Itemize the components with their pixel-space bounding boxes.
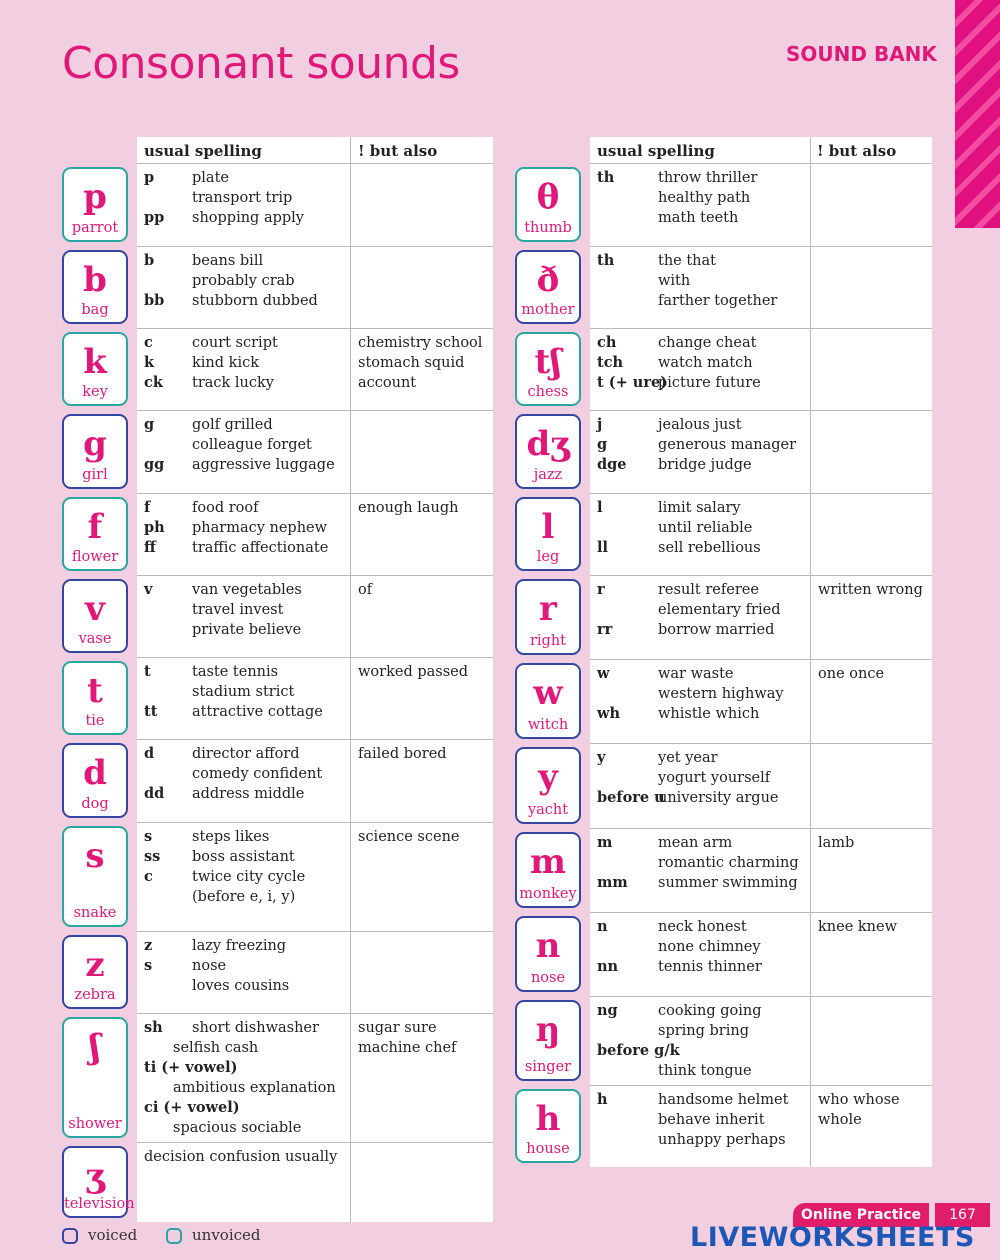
example-words: result referee xyxy=(658,582,759,598)
example-words: bridge judge xyxy=(658,457,752,473)
singer-sound-card xyxy=(515,1000,581,1081)
sound-row-tie xyxy=(137,657,493,740)
monkey-sound-card xyxy=(515,832,581,908)
spelling-pattern: s xyxy=(144,957,153,974)
dog-phoneme-symbol: d xyxy=(83,753,107,793)
television-phoneme-symbol: ʒ xyxy=(85,1156,105,1196)
spelling-pattern: dd xyxy=(144,785,165,802)
sound-row-snake xyxy=(137,822,493,932)
chess-keyword: chess xyxy=(527,384,569,400)
mother-sound-card xyxy=(515,250,581,324)
example-words: spring bring xyxy=(658,1023,749,1039)
spelling-pattern: th xyxy=(597,252,615,269)
example-words: shopping apply xyxy=(192,210,304,226)
page-number: 167 xyxy=(935,1203,990,1227)
spelling-pattern: ff xyxy=(144,539,156,556)
example-words: change cheat xyxy=(658,335,757,351)
spelling-pattern: dge xyxy=(597,456,627,473)
spelling-pattern: f xyxy=(144,499,151,516)
spelling-pattern: j xyxy=(597,416,603,433)
example-words: track lucky xyxy=(192,375,274,391)
example-words: summer swimming xyxy=(658,875,798,891)
witch-keyword: witch xyxy=(527,717,569,733)
example-words: kind kick xyxy=(192,355,259,371)
spelling-pattern: mm xyxy=(597,874,628,891)
example-words: cooking going xyxy=(658,1003,762,1019)
example-words: short dishwasher xyxy=(192,1020,319,1036)
sound-row-singer xyxy=(590,996,932,1086)
nose-keyword: nose xyxy=(530,970,566,986)
right-phoneme-symbol: r xyxy=(539,589,557,629)
television-keyword: television xyxy=(64,1196,135,1212)
spelling-pattern: tch xyxy=(597,354,624,371)
voiced-label: voiced xyxy=(88,1226,138,1244)
spelling-pattern: z xyxy=(144,937,153,954)
television-sound-card xyxy=(62,1146,135,1218)
online-practice-link[interactable]: Online Practice xyxy=(793,1203,929,1227)
mother-phoneme-symbol: ð xyxy=(536,260,560,300)
unvoiced-label: unvoiced xyxy=(192,1226,261,1244)
spelling-pattern: w xyxy=(597,665,610,682)
example-words: stadium strict xyxy=(192,684,295,700)
table-header xyxy=(590,137,932,165)
spelling-pattern: k xyxy=(144,354,155,371)
example-words: beans bill xyxy=(192,253,264,269)
example-words: transport trip xyxy=(192,190,293,206)
yacht-phoneme-symbol: y xyxy=(538,757,558,797)
bag-keyword: bag xyxy=(81,302,109,318)
example-words: sell rebellious xyxy=(658,540,761,556)
spelling-pattern: ci (+ vowel) xyxy=(144,1099,240,1116)
example-words: stubborn dubbed xyxy=(192,293,318,309)
spelling-pattern: c xyxy=(144,334,153,351)
parrot-phoneme-symbol: p xyxy=(83,177,107,217)
example-words: van vegetables xyxy=(192,582,302,598)
sound-row-parrot xyxy=(137,163,493,247)
unvoiced-swatch xyxy=(166,1228,182,1244)
zebra-sound-card xyxy=(62,935,128,1009)
sound-row-jazz xyxy=(590,410,932,494)
sound-row-dog xyxy=(137,739,493,823)
sound-row-key xyxy=(137,328,493,411)
example-words: math teeth xyxy=(658,210,739,226)
key-sound-card xyxy=(62,332,128,406)
jazz-sound-card xyxy=(515,414,581,489)
shower-phoneme-symbol: ʃ xyxy=(89,1027,101,1067)
but-also-header: ! but also xyxy=(817,142,897,160)
sound-row-shower xyxy=(137,1013,493,1143)
spelling-pattern: y xyxy=(597,749,606,766)
monkey-phoneme-symbol: m xyxy=(530,842,566,882)
spelling-header: usual spelling xyxy=(144,142,262,160)
spelling-pattern: g xyxy=(597,436,608,453)
snake-phoneme-symbol: s xyxy=(85,836,105,876)
sound-row-thumb xyxy=(590,163,932,247)
chess-sound-card xyxy=(515,332,581,406)
example-words: healthy path xyxy=(658,190,751,206)
example-words: borrow married xyxy=(658,622,775,638)
sound-row-monkey xyxy=(590,828,932,913)
tie-phoneme-symbol: t xyxy=(87,671,103,711)
thumb-phoneme-symbol: θ xyxy=(536,177,560,217)
legend-unvoiced xyxy=(166,1226,261,1244)
example-words: western highway xyxy=(658,686,784,702)
spelling-pattern: tt xyxy=(144,703,158,720)
example-words: elementary fried xyxy=(658,602,781,618)
mother-keyword: mother xyxy=(521,302,575,318)
sound-row-mother xyxy=(590,246,932,329)
spelling-pattern: rr xyxy=(597,621,613,638)
shower-sound-card xyxy=(62,1017,128,1138)
example-words: watch match xyxy=(658,355,753,371)
spelling-pattern: r xyxy=(597,581,605,598)
zebra-phoneme-symbol: z xyxy=(85,945,105,985)
example-words: generous manager xyxy=(658,437,797,453)
girl-sound-card xyxy=(62,414,128,489)
spelling-pattern: ck xyxy=(144,374,163,391)
key-phoneme-symbol: k xyxy=(83,342,107,382)
but-also-words: who whose xyxy=(818,1092,900,1108)
spelling-pattern: wh xyxy=(597,705,621,722)
but-also-words: whole xyxy=(818,1112,862,1128)
example-words: comedy confident xyxy=(192,766,323,782)
example-words: pharmacy nephew xyxy=(192,520,328,536)
spelling-pattern: g xyxy=(144,416,155,433)
but-also-words: knee knew xyxy=(818,919,898,935)
sound-row-girl xyxy=(137,410,493,494)
spelling-pattern: v xyxy=(144,581,153,598)
sound-row-witch xyxy=(590,659,932,744)
girl-phoneme-symbol: g xyxy=(83,424,107,464)
key-keyword: key xyxy=(82,384,108,400)
spelling-pattern: ch xyxy=(597,334,617,351)
example-words: lazy freezing xyxy=(192,938,287,954)
but-also-words: enough laugh xyxy=(358,500,459,516)
right-sound-table xyxy=(590,137,932,1167)
example-words: private believe xyxy=(192,622,302,638)
but-also-words: chemistry school xyxy=(358,335,483,351)
yacht-sound-card xyxy=(515,747,581,824)
example-words: the that xyxy=(658,253,716,269)
spelling-pattern: d xyxy=(144,745,155,762)
sound-row-nose xyxy=(590,912,932,997)
page-title: Consonant sounds xyxy=(62,38,460,89)
thumb-keyword: thumb xyxy=(524,220,572,236)
nose-sound-card xyxy=(515,916,581,992)
but-also-words: of xyxy=(358,582,373,598)
bag-phoneme-symbol: b xyxy=(83,260,107,300)
but-also-words: science scene xyxy=(358,829,460,845)
leg-sound-card xyxy=(515,497,581,571)
but-also-words: account xyxy=(358,375,417,391)
example-words: loves cousins xyxy=(192,978,290,994)
parrot-keyword: parrot xyxy=(71,220,119,236)
jazz-keyword: jazz xyxy=(533,467,563,483)
dog-sound-card xyxy=(62,743,128,818)
example-words: none chimney xyxy=(658,939,761,955)
dog-keyword: dog xyxy=(81,796,109,812)
but-also-words: sugar sure xyxy=(358,1020,437,1036)
sound-row-right xyxy=(590,575,932,660)
example-words: food roof xyxy=(192,500,259,516)
sound-row-vase xyxy=(137,575,493,658)
example-words: tennis thinner xyxy=(658,959,762,975)
example-words: whistle which xyxy=(658,706,760,722)
legend-voiced xyxy=(62,1226,137,1244)
spelling-pattern: sh xyxy=(144,1019,163,1036)
sound-row-yacht xyxy=(590,743,932,829)
example-words: twice city cycle xyxy=(192,869,306,885)
vase-keyword: vase xyxy=(78,631,112,647)
girl-keyword: girl xyxy=(82,467,108,483)
spelling-pattern: ti (+ vowel) xyxy=(144,1059,238,1076)
right-sound-card xyxy=(515,579,581,655)
but-also-words: lamb xyxy=(818,835,855,851)
example-words: traffic affectionate xyxy=(192,540,329,556)
section-tab-decoration xyxy=(955,0,1000,228)
house-phoneme-symbol: h xyxy=(535,1099,561,1139)
bag-sound-card xyxy=(62,250,128,324)
voiced-swatch xyxy=(62,1228,78,1244)
sound-row-flower xyxy=(137,493,493,576)
example-words: with xyxy=(658,273,691,289)
example-words: colleague forget xyxy=(192,437,312,453)
shower-keyword: shower xyxy=(68,1116,122,1132)
spelling-pattern: before u xyxy=(597,789,665,806)
nose-phoneme-symbol: n xyxy=(535,926,561,966)
example-words: throw thriller xyxy=(658,170,758,186)
spelling-pattern: n xyxy=(597,918,608,935)
example-words: court script xyxy=(192,335,278,351)
example-words: farther together xyxy=(658,293,778,309)
leg-phoneme-symbol: l xyxy=(541,507,555,547)
example-words: golf grilled xyxy=(192,417,273,433)
example-words: attractive cottage xyxy=(192,704,323,720)
example-words: yogurt yourself xyxy=(658,770,771,786)
but-also-header: ! but also xyxy=(358,142,438,160)
left-sound-table xyxy=(137,137,493,1222)
leg-keyword: leg xyxy=(536,549,560,565)
example-words: spacious sociable xyxy=(173,1120,302,1136)
parrot-sound-card xyxy=(62,167,128,242)
chess-phoneme-symbol: tʃ xyxy=(534,342,562,382)
watermark-logo: LIVEWORKSHEETS xyxy=(690,1222,975,1253)
example-words: (before e, i, y) xyxy=(192,889,296,905)
example-words: nose xyxy=(192,958,227,974)
tie-keyword: tie xyxy=(85,713,105,729)
example-words: jealous just xyxy=(658,417,742,433)
but-also-words: failed bored xyxy=(358,746,447,762)
spelling-pattern: b xyxy=(144,252,155,269)
tie-sound-card xyxy=(62,661,128,735)
section-label: SOUND BANK xyxy=(786,42,937,66)
thumb-sound-card xyxy=(515,167,581,242)
spelling-pattern: gg xyxy=(144,456,165,473)
spelling-pattern: th xyxy=(597,169,615,186)
singer-keyword: singer xyxy=(524,1059,572,1075)
but-also-words: worked passed xyxy=(358,664,469,680)
but-also-words: one once xyxy=(818,666,885,682)
example-words: yet year xyxy=(658,750,718,766)
witch-sound-card xyxy=(515,663,581,739)
spelling-pattern: h xyxy=(597,1091,608,1108)
example-words: address middle xyxy=(192,786,305,802)
example-words: handsome helmet xyxy=(658,1092,789,1108)
spelling-pattern: ph xyxy=(144,519,165,536)
snake-sound-card xyxy=(62,826,128,927)
spelling-pattern: m xyxy=(597,834,613,851)
example-words: unhappy perhaps xyxy=(658,1132,786,1148)
zebra-keyword: zebra xyxy=(74,987,116,1003)
example-words: selfish cash xyxy=(173,1040,259,1056)
example-words: university argue xyxy=(658,790,779,806)
yacht-keyword: yacht xyxy=(527,802,569,818)
example-words: steps likes xyxy=(192,829,270,845)
but-also-words: stomach squid xyxy=(358,355,465,371)
table-header xyxy=(137,137,493,165)
example-words: war waste xyxy=(658,666,734,682)
sound-row-house xyxy=(590,1085,932,1168)
monkey-keyword: monkey xyxy=(519,886,577,902)
spelling-header: usual spelling xyxy=(597,142,715,160)
sound-row-leg xyxy=(590,493,932,576)
spelling-pattern: before g/k xyxy=(597,1042,680,1059)
sound-row-chess xyxy=(590,328,932,411)
jazz-phoneme-symbol: dʒ xyxy=(526,424,570,464)
spelling-pattern: c xyxy=(144,868,153,885)
example-words: director afford xyxy=(192,746,300,762)
snake-keyword: snake xyxy=(73,905,117,921)
example-words: plate xyxy=(192,170,229,186)
sound-row-television xyxy=(137,1142,493,1223)
witch-phoneme-symbol: w xyxy=(533,673,563,713)
spelling-pattern: s xyxy=(144,828,153,845)
but-also-words: written wrong xyxy=(818,582,923,598)
spelling-pattern: bb xyxy=(144,292,165,309)
spelling-pattern: ll xyxy=(597,539,609,556)
example-words: neck honest xyxy=(658,919,747,935)
example-words: behave inherit xyxy=(658,1112,765,1128)
spelling-pattern: t (+ ure) xyxy=(597,374,668,391)
spelling-pattern: ss xyxy=(144,848,161,865)
sound-row-zebra xyxy=(137,931,493,1014)
example-words: travel invest xyxy=(192,602,284,618)
spelling-pattern: t xyxy=(144,663,151,680)
singer-phoneme-symbol: ŋ xyxy=(535,1010,561,1050)
right-keyword: right xyxy=(529,633,567,649)
example-words: aggressive luggage xyxy=(192,457,335,473)
example-words: picture future xyxy=(658,375,761,391)
house-keyword: house xyxy=(526,1141,570,1157)
example-words: probably crab xyxy=(192,273,295,289)
example-words: ambitious explanation xyxy=(173,1080,336,1096)
flower-phoneme-symbol: f xyxy=(87,507,103,547)
example-words: mean arm xyxy=(658,835,733,851)
sound-row-bag xyxy=(137,246,493,329)
example-words: think tongue xyxy=(658,1063,752,1079)
spelling-pattern: pp xyxy=(144,209,165,226)
example-words: until reliable xyxy=(658,520,753,536)
spelling-pattern: l xyxy=(597,499,603,516)
house-sound-card xyxy=(515,1089,581,1163)
spelling-pattern: ng xyxy=(597,1002,618,1019)
vase-phoneme-symbol: v xyxy=(85,589,105,629)
example-words: romantic charming xyxy=(658,855,799,871)
spelling-pattern: p xyxy=(144,169,155,186)
vase-sound-card xyxy=(62,579,128,653)
example-words: boss assistant xyxy=(192,849,295,865)
flower-keyword: flower xyxy=(71,549,119,565)
example-words: taste tennis xyxy=(192,664,279,680)
spelling-pattern: nn xyxy=(597,958,619,975)
example-words: decision confusion usually xyxy=(144,1149,338,1165)
flower-sound-card xyxy=(62,497,128,571)
example-words: limit salary xyxy=(658,500,741,516)
but-also-words: machine chef xyxy=(358,1040,457,1056)
